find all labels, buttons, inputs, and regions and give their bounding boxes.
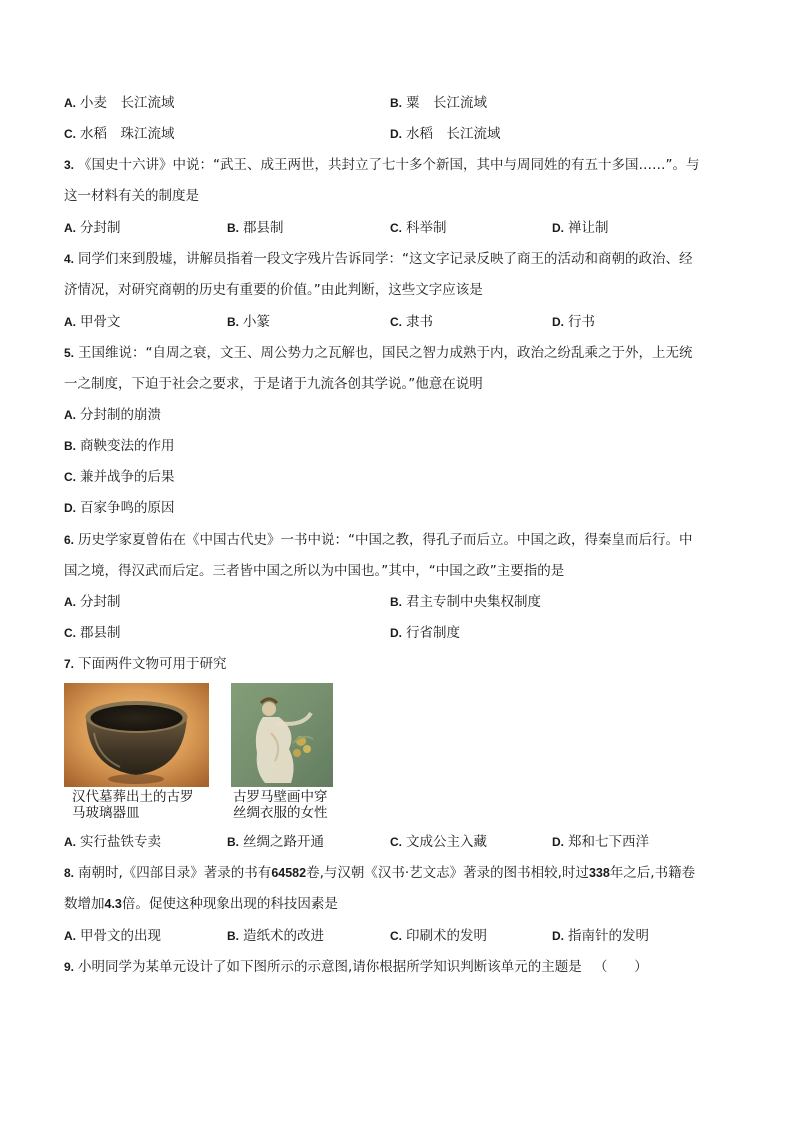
q2-option-b[interactable]: B. 粟 长江流域	[390, 95, 487, 111]
q3-option-b[interactable]: B. 郡县制	[227, 220, 284, 236]
option-text: 君主专制中央集权制度	[406, 594, 541, 610]
q7-option-b[interactable]: B. 丝绸之路开通	[227, 834, 324, 850]
option-text: 丝绸之路开通	[243, 834, 324, 850]
q6-option-a[interactable]: A. 分封制	[64, 594, 121, 610]
figure1-caption-line1: 汉代墓葬出土的古罗	[72, 789, 194, 805]
q2-option-a[interactable]: A. 小麦 长江流域	[64, 95, 175, 111]
q7-option-d[interactable]: D. 郑和七下西洋	[552, 834, 649, 850]
q5-option-b[interactable]: B. 商鞅变法的作用	[64, 438, 175, 454]
option-text: 文成公主入藏	[406, 834, 487, 850]
q6-option-d[interactable]: D. 行省制度	[390, 625, 460, 641]
option-text: 郡县制	[243, 220, 284, 236]
q7-stem: 7. 下面两件文物可用于研究	[64, 656, 227, 672]
option-text: 分封制	[80, 594, 121, 610]
option-text: 甲骨文的出现	[80, 928, 161, 944]
figure2-caption-line1: 古罗马壁画中穿	[233, 789, 328, 805]
figure2-caption-line2: 丝绸衣服的女性	[233, 805, 328, 821]
figure1-caption-line2: 马玻璃器皿	[72, 805, 140, 821]
figure-roman-fresco	[231, 683, 335, 823]
option-text: 造纸术的改进	[243, 928, 324, 944]
option-text: 禅让制	[568, 220, 609, 236]
question-number: 7.	[64, 657, 75, 671]
option-text: 行省制度	[406, 625, 460, 641]
q5-option-c[interactable]: C. 兼并战争的后果	[64, 469, 175, 485]
years-count: 338	[588, 866, 610, 880]
question-number: 3.	[64, 158, 75, 172]
increase-factor: 4.3	[104, 897, 122, 911]
q4-option-d[interactable]: D. 行书	[552, 314, 595, 330]
option-text: 兼并战争的后果	[80, 469, 175, 485]
question-number: 8.	[64, 866, 75, 880]
q3-stem-line1: 3. 《国史十六讲》中说：“武王、成王两世，共封立了七十多个新国，其中与周同姓的有五十多国……”。与	[64, 157, 700, 173]
option-text: 甲骨文	[80, 314, 121, 330]
option-text: 分封制	[80, 220, 121, 236]
q8-stem-line2: 数增加4.3倍。促使这种现象出现的科技因素是	[64, 896, 338, 912]
q6-option-b[interactable]: B. 君主专制中央集权制度	[390, 594, 541, 610]
q2-option-d[interactable]: D. 水稻 长江流域	[390, 126, 501, 142]
volume-count: 64582	[271, 866, 307, 880]
q5-option-d[interactable]: D. 百家争鸣的原因	[64, 500, 175, 516]
answer-blank[interactable]: （ ）	[593, 959, 648, 975]
option-text: 商鞅变法的作用	[80, 438, 175, 454]
question-number: 9.	[64, 960, 75, 974]
q4-option-c[interactable]: C. 隶书	[390, 314, 433, 330]
option-text: 指南针的发明	[568, 928, 649, 944]
q9-stem: 9. 小明同学为某单元设计了如下图所示的示意图,请你根据所学知识判断该单元的主题是 （ ）	[64, 959, 648, 975]
q8-option-c[interactable]: C. 印刷术的发明	[390, 928, 487, 944]
fresco-image	[231, 683, 333, 787]
q3-stem-line2: 这一材料有关的制度是	[64, 188, 199, 204]
q4-stem-line2: 济情况，对研究商朝的历史有重要的价值。”由此判断，这些文字应该是	[64, 282, 483, 298]
q2-option-c[interactable]: C. 水稻 珠江流域	[64, 126, 175, 142]
q8-option-d[interactable]: D. 指南针的发明	[552, 928, 649, 944]
q3-option-a[interactable]: A. 分封制	[64, 220, 121, 236]
q8-option-b[interactable]: B. 造纸术的改进	[227, 928, 324, 944]
q6-option-c[interactable]: C. 郡县制	[64, 625, 121, 641]
q8-stem-line1: 8. 南朝时,《四部目录》著录的书有64582卷,与汉朝《汉书·艺文志》著录的图书相较,时过338年之后,书籍卷	[64, 865, 696, 881]
q5-stem-line1: 5. 王国维说：“自周之衰，文王、周公势力之瓦解也，国民之智力成熟于内，政治之纷乱乘之于外，上无统	[64, 345, 693, 361]
question-number: 6.	[64, 533, 75, 547]
q3-option-d[interactable]: D. 禅让制	[552, 220, 609, 236]
glass-bowl-image	[64, 683, 209, 787]
q8-option-a[interactable]: A. 甲骨文的出现	[64, 928, 161, 944]
option-text: 小篆	[243, 314, 270, 330]
q6-stem-line2: 国之境，得汉武而后定。三者皆中国之所以为中国也。”其中，“中国之政”主要指的是	[64, 563, 565, 579]
option-text: 实行盐铁专卖	[80, 834, 161, 850]
option-text: 分封制的崩溃	[80, 407, 161, 423]
q4-option-a[interactable]: A. 甲骨文	[64, 314, 121, 330]
option-text: 郡县制	[80, 625, 121, 641]
option-text: 水稻 长江流域	[406, 126, 501, 142]
option-text: 印刷术的发明	[406, 928, 487, 944]
q7-option-a[interactable]: A. 实行盐铁专卖	[64, 834, 161, 850]
q4-option-b[interactable]: B. 小篆	[227, 314, 270, 330]
option-text: 郑和七下西洋	[568, 834, 649, 850]
option-text: 行书	[568, 314, 595, 330]
q3-option-c[interactable]: C. 科举制	[390, 220, 447, 236]
option-text: 粟 长江流域	[406, 95, 487, 111]
question-number: 4.	[64, 252, 75, 266]
option-text: 水稻 珠江流域	[80, 126, 175, 142]
figure-glass-bowl	[64, 683, 209, 823]
question-number: 5.	[64, 346, 75, 360]
q5-stem-line2: 一之制度，下迫于社会之要求，于是诸于九流各创其学说。”他意在说明	[64, 376, 483, 392]
option-text: 隶书	[406, 314, 433, 330]
option-text: 科举制	[406, 220, 447, 236]
option-text: 小麦 长江流域	[80, 95, 175, 111]
q6-stem-line1: 6. 历史学家夏曾佑在《中国古代史》一书中说：“中国之教，得孔子而后立。中国之政，得秦皇而后行。中	[64, 532, 693, 548]
q4-stem-line1: 4. 同学们来到殷墟，讲解员指着一段文字残片告诉同学：“这文字记录反映了商王的活动和商朝的政治、经	[64, 251, 693, 267]
option-text: 百家争鸣的原因	[80, 500, 175, 516]
q7-option-c[interactable]: C. 文成公主入藏	[390, 834, 487, 850]
q5-option-a[interactable]: A. 分封制的崩溃	[64, 407, 161, 423]
